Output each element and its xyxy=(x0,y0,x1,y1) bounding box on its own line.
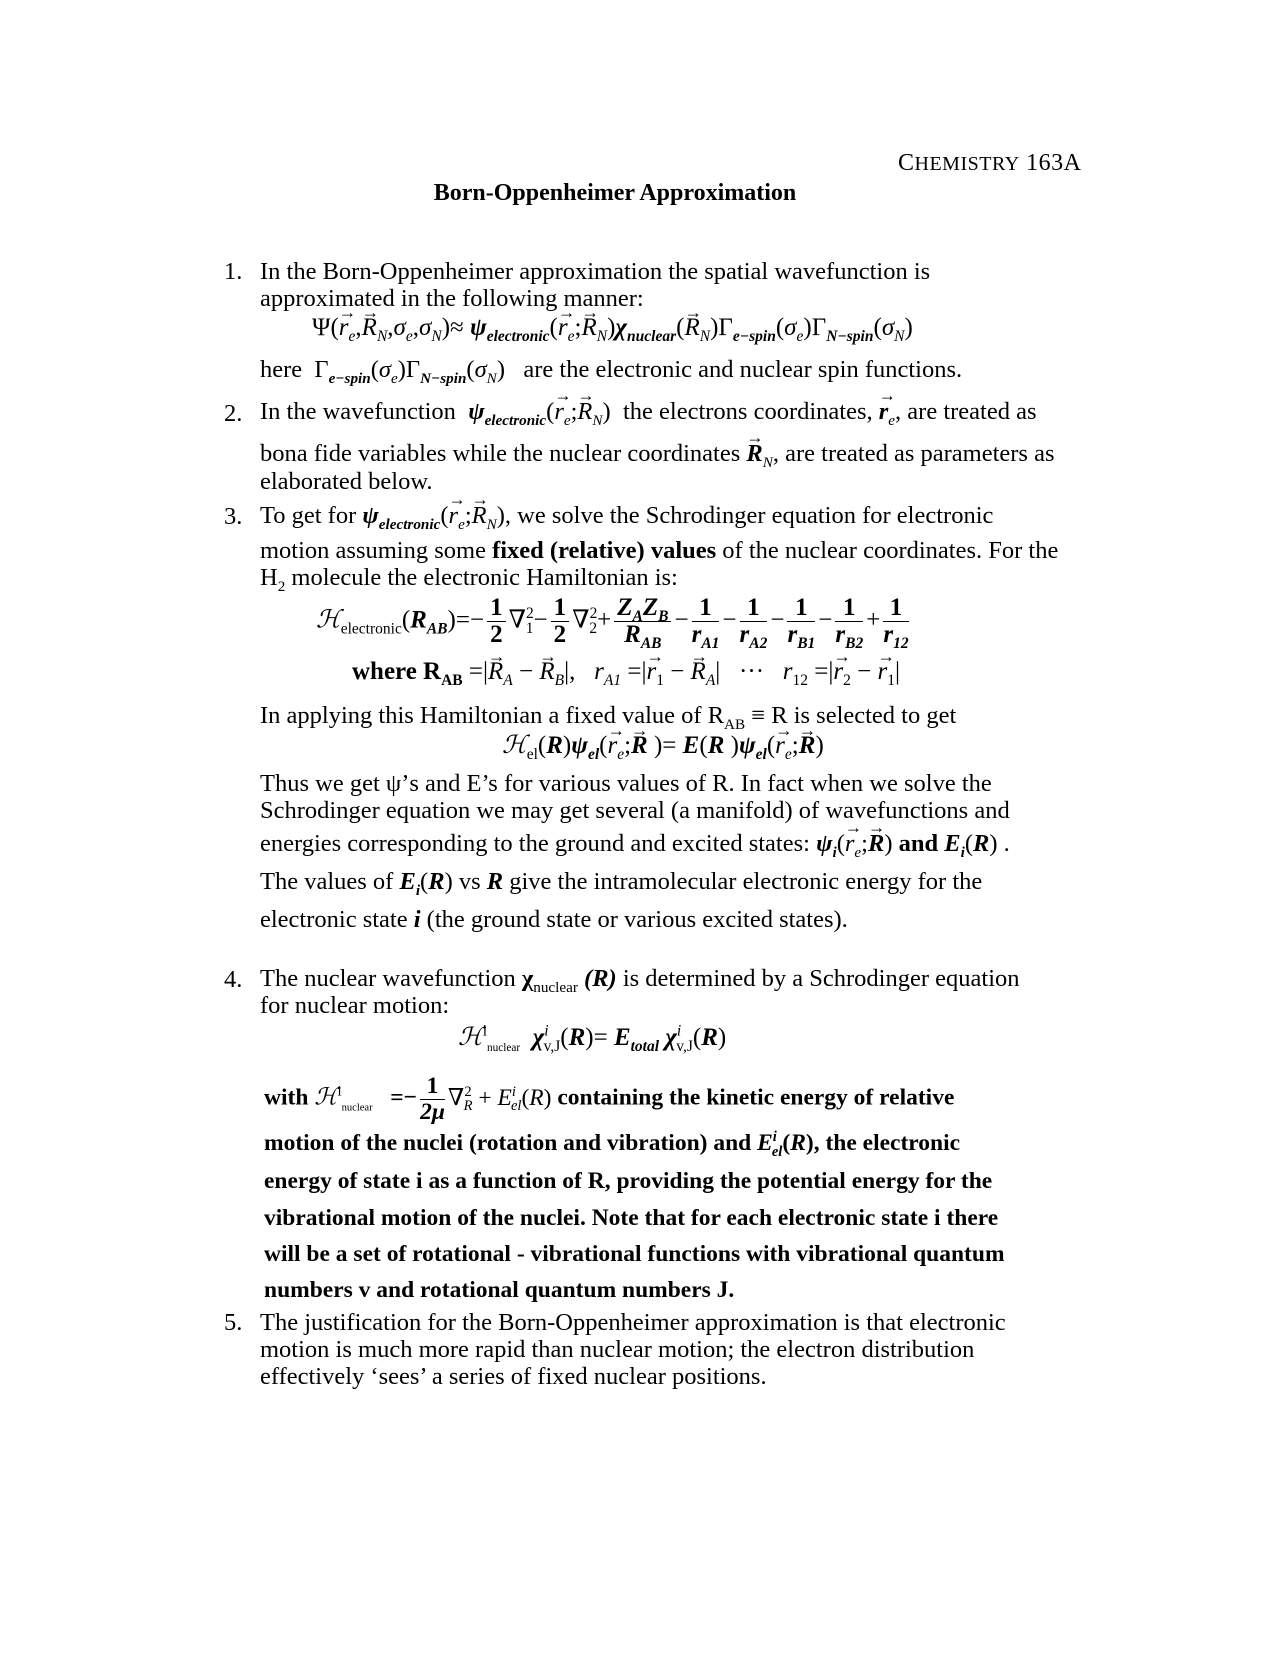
item-text-line: motion is much more rapid than nuclear motion; the electron distribution xyxy=(260,1336,975,1363)
course-label: CHEMISTRY 163A xyxy=(898,150,1082,176)
item-text-line: motion of the nuclei (rotation and vibration) and $E^i_{el}(R)$, the electronic xyxy=(264,1129,961,1160)
item-number: 1. xyxy=(224,258,243,285)
item-text-line: In the Born-Oppenheimer approximation the spatial wavefunction is xyxy=(260,258,931,285)
item-text-line: Thus we get ψ’s and E’s for various values of R. In fact when we solve the xyxy=(260,770,992,797)
equation-nuclear-hamiltonian: with ℋ$^i_{nuclear}$ =− $\frac{1}{2\mu}$ $\nabla^2_R + E^i_{el}(R)$ containing the kinetic energy of relative xyxy=(264,1073,955,1125)
item-text-line: The nuclear wavefunction $\chi_{nuclear}$ (R) is determined by a Schrodinger equation xyxy=(260,965,1020,996)
item-text-line: energy of state i as a function of R, providing the potential energy for the xyxy=(264,1168,993,1194)
item-text-line: The justification for the Born-Oppenheimer approximation is that electronic xyxy=(260,1309,1006,1336)
equation-wavefunction: $\Psi(\to r_e,\to R_N,\sigma_e,\sigma_N)\approx \psi_{electronic}(\to$ $r_e;\to R_N)\chi_{nuclear}(\to R_N)\Gamma_{e-spin}(\sigma_e)\Gamma_{N-spin}(\sigma_N)$ xyxy=(312,314,913,342)
item-text-line: here $\Gamma_{e-spin}(\sigma_e)\Gamma_{N-spin}(\sigma_N)$ are the electronic and nuclear spin functions. xyxy=(260,356,963,387)
equation-where: where $R_{AB}$ =|→ $R_A$ − → $R_B|$, $r_{A1}$ =|→ $r_1$ − → $R_A|$ ··· $r_{12}$ =|→ $r_2$ − → $r_1|$ xyxy=(352,658,900,686)
item-text-line: The values of $E_i(R)$ vs R give the intramolecular electronic energy for the xyxy=(260,868,983,899)
item-text-line: In the wavefunction $\psi_{electronic}(\to$ $r_e;\to R_N$) the electrons coordinates, → $r_e$, are treated as xyxy=(260,398,1037,426)
item-text-line: In applying this Hamiltonian a fixed value of $R_{AB} \equiv R$ is selected to get xyxy=(260,702,957,733)
item-text-line: will be a set of rotational - vibrational functions with vibrational quantum xyxy=(264,1241,1005,1267)
item-text-line: vibrational motion of the nuclei. Note that for each electronic state i there xyxy=(264,1205,999,1231)
item-text-line: bona fide variables while the nuclear coordinates → $R_N$, are treated as parameters as xyxy=(260,440,1054,468)
item-text-line: numbers v and rotational quantum numbers J. xyxy=(264,1277,735,1303)
equation-hamiltonian: $ℋ_{electronic}(R_{AB})=-$ $\frac{1}{2}$ ∇$^2_1$− $\frac{1}{2}$ ∇$^2_2$+ $\frac{Z_AZ_B}{R_{AB}}$ − $\frac{1}{r_{A1}}$ − $\frac{1}{r_{A2}}$ − $\frac{1}{r_{B1}}$ − $\frac{1}{r_{B2}}$ + $\frac{1}{r_{12}}$ xyxy=(316,594,909,653)
item-number: 3. xyxy=(224,503,243,530)
item-text-line: approximated in the following manner: xyxy=(260,285,644,312)
item-text-line: elaborated below. xyxy=(260,468,433,495)
item-number: 2. xyxy=(224,400,243,427)
item-text-line: To get for $\psi_{electronic}(\to$ $r_e;\to R_N$), we solve the Schrodinger equation for electronic xyxy=(260,502,993,530)
item-text-line: for nuclear motion: xyxy=(260,992,450,1019)
item-text-line: electronic state i (the ground state or various excited states). xyxy=(260,906,848,933)
equation-nuclear-se: ℋ$^i_{nuclear}$ $\chi^i_{v,J}(R)= E_{total}$ $\chi^i_{v,J}(R)$ xyxy=(458,1022,727,1055)
item-text-line: effectively ‘sees’ a series of fixed nuclear positions. xyxy=(260,1363,767,1390)
item-number: 4. xyxy=(224,966,243,993)
item-text-line: Schrodinger equation we may get several (a manifold) of wavefunctions and xyxy=(260,797,1010,824)
item-number: 5. xyxy=(224,1309,243,1336)
item-text-line: $H_2$ molecule the electronic Hamiltonian is: xyxy=(260,564,678,595)
equation-electronic-se: $ℋ_{el}(R)\psi_{el}(\to$ $r_e;\to R$ )= E(R )$\psi_{el}(\to$ $r_e;\to R$) xyxy=(502,730,824,760)
item-text-line: energies corresponding to the ground and excited states: $\psi_i(\to$ $r_e;\to R$) and $E_i(R)$ . xyxy=(260,830,1010,858)
item-text-line: motion assuming some fixed (relative) values of the nuclear coordinates. For the xyxy=(260,537,1059,564)
page-title: Born-Oppenheimer Approximation xyxy=(433,180,797,206)
